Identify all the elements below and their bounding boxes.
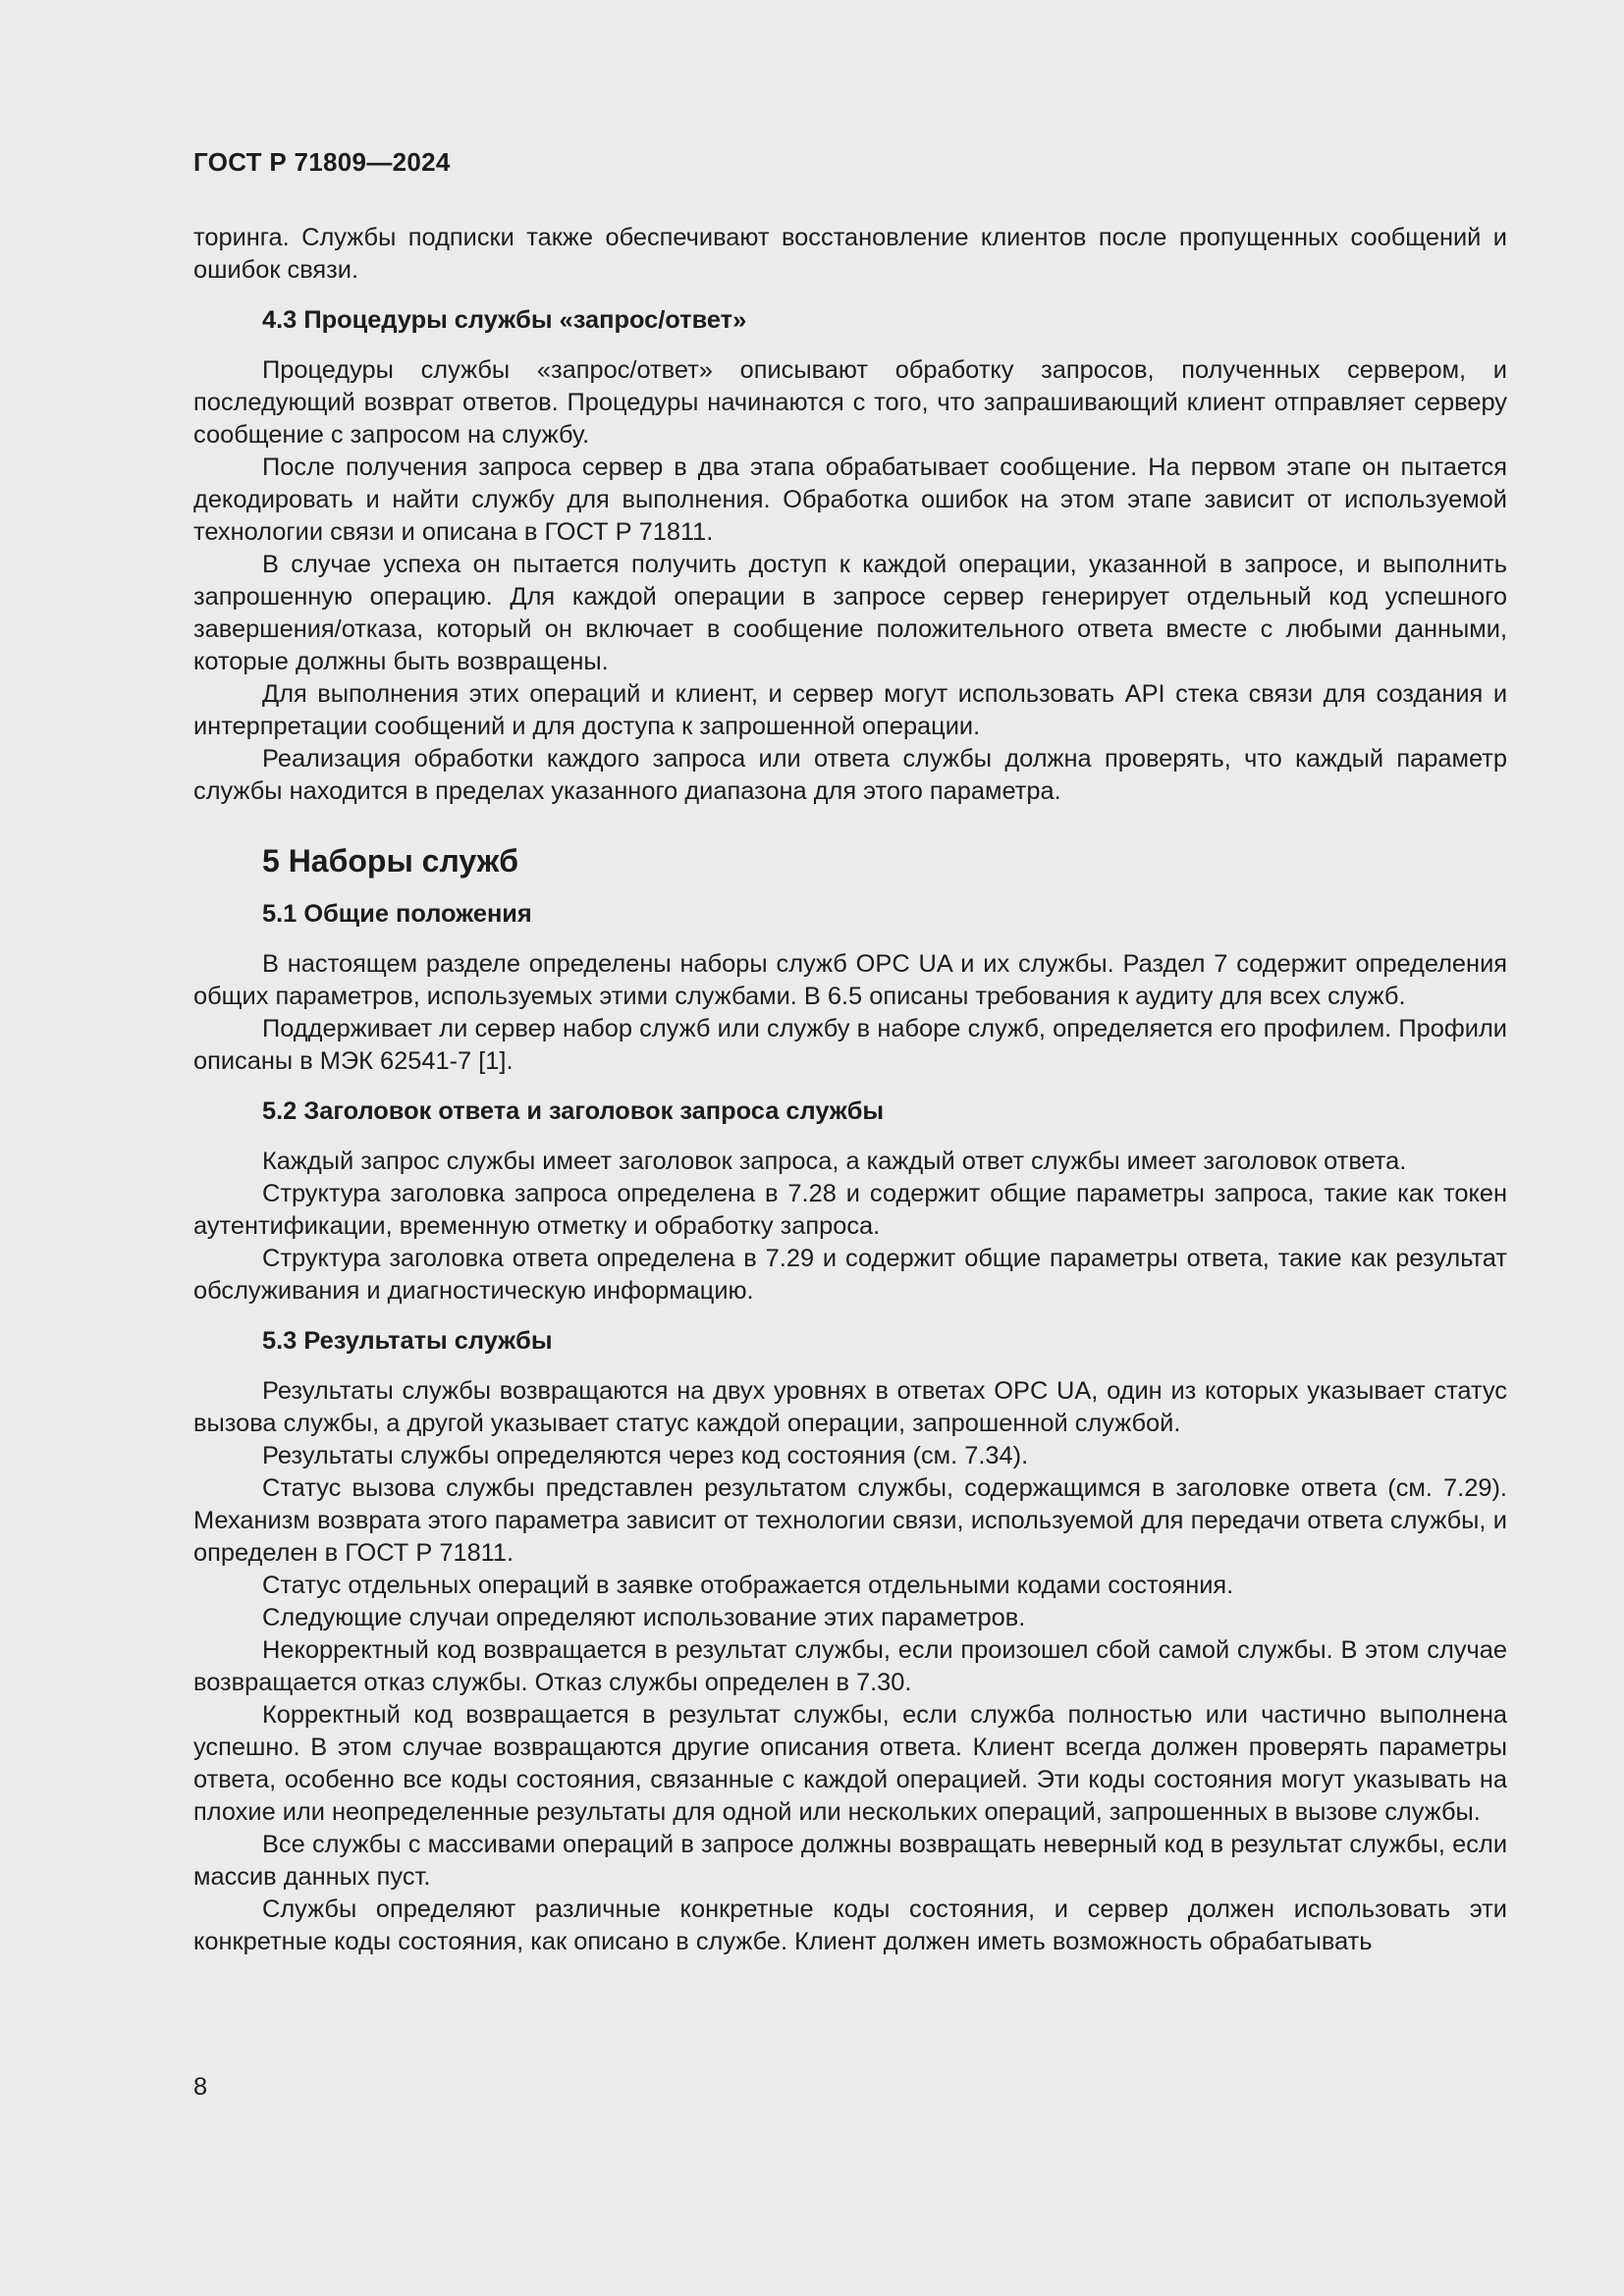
- document-header: ГОСТ Р 71809—2024: [193, 147, 451, 177]
- section-5-1-paragraph-1: В настоящем разделе определены наборы служб OPC UA и их службы. Раздел 7 содержит определения общих параметров, используемых этими службами. В 6.5 описаны требования к аудиту для всех служб.: [193, 950, 1507, 1010]
- section-5-2-paragraph-1: Каждый запрос службы имеет заголовок запроса, а каждый ответ службы имеет заголовок ответа.: [262, 1148, 1407, 1175]
- section-5-2-paragraph-3: Структура заголовка ответа определена в 7.29 и содержит общие параметры ответа, такие как результат обслуживания и диагностическую информацию.: [193, 1245, 1507, 1305]
- section-4-3-paragraph-4: Для выполнения этих операций и клиент, и сервер могут использовать API стека связи для создания и интерпретации сообщений и для доступа к запрошенной операции.: [193, 680, 1507, 740]
- section-5-2-paragraph-2: Структура заголовка запроса определена в 7.28 и содержит общие параметры запроса, такие как токен аутентификации, временную отметку и обработку запроса.: [193, 1180, 1507, 1240]
- section-5-2-heading: 5.2 Заголовок ответа и заголовок запроса службы: [262, 1097, 885, 1125]
- section-4-3-heading: 4.3 Процедуры службы «запрос/ответ»: [262, 306, 747, 334]
- section-5-1-heading: 5.1 Общие положения: [262, 900, 532, 928]
- section-5-3-paragraph-5: Следующие случаи определяют использование этих параметров.: [262, 1604, 1026, 1631]
- section-5-3-heading: 5.3 Результаты службы: [262, 1327, 553, 1355]
- section-5-3-paragraph-8: Все службы с массивами операций в запросе должны возвращать неверный код в результат службы, если массив данных пуст.: [193, 1831, 1507, 1891]
- intro-paragraph: торинга. Службы подписки также обеспечивают восстановление клиентов после пропущенных сообщений и ошибок связи.: [193, 224, 1507, 284]
- section-5-3-paragraph-4: Статус отдельных операций в заявке отображается отдельными кодами состояния.: [262, 1572, 1234, 1599]
- section-5-3-paragraph-3: Статус вызова службы представлен результатом службы, содержащимся в заголовке ответа (см. 7.29). Механизм возврата этого параметра зависит от технологии связи, используемой для передачи ответа службы, и определен в ГОСТ Р 71811.: [193, 1474, 1507, 1567]
- page-number: 8: [193, 2073, 208, 2101]
- section-5-3-paragraph-1: Результаты службы возвращаются на двух уровнях в ответах OPC UA, один из которых указывает статус вызова службы, а другой указывает статус каждой операции, запрошенной службой.: [193, 1377, 1507, 1437]
- section-4-3-paragraph-2: После получения запроса сервер в два этапа обрабатывает сообщение. На первом этапе он пытается декодировать и найти службу для выполнения. Обработка ошибок на этом этапе зависит от используемой технологии связи и описана в ГОСТ Р 71811.: [193, 454, 1507, 546]
- section-5-3-paragraph-2: Результаты службы определяются через код состояния (см. 7.34).: [262, 1442, 1029, 1469]
- section-4-3-paragraph-3: В случае успеха он пытается получить доступ к каждой операции, указанной в запросе, и выполнить запрошенную операцию. Для каждой операции в запросе сервер генерирует отдельный код успешного завершения/отказа, который он включает в сообщение положительного ответа вместе с любыми данными, которые должны быть возвращены.: [193, 551, 1507, 675]
- section-5-3-paragraph-6: Некорректный код возвращается в результат службы, если произошел сбой самой службы. В этом случае возвращается отказ службы. Отказ службы определен в 7.30.: [193, 1636, 1507, 1696]
- section-5-3-paragraph-7: Корректный код возвращается в результат службы, если служба полностью или частично выполнена успешно. В этом случае возвращаются другие описания ответа. Клиент всегда должен проверять параметры ответа, особенно все коды состояния, связанные с каждой операцией. Эти коды состояния могут указывать на плохие или неопределенные результаты для одной или нескольких операций, запрошенных в вызове службы.: [193, 1701, 1507, 1826]
- section-4-3-paragraph-5: Реализация обработки каждого запроса или ответа службы должна проверять, что каждый параметр службы находится в пределах указанного диапазона для этого параметра.: [193, 745, 1507, 805]
- section-5-heading: 5 Наборы служб: [262, 843, 519, 879]
- page-body: [193, 222, 1507, 1958]
- section-4-3-paragraph-1: Процедуры службы «запрос/ответ» описывают обработку запросов, полученных сервером, и последующий возврат ответов. Процедуры начинаются с того, что запрашивающий клиент отправляет серверу сообщение с запросом на службу.: [193, 356, 1507, 449]
- section-5-3-paragraph-9: Службы определяют различные конкретные коды состояния, и сервер должен использовать эти конкретные коды состояния, как описано в службе. Клиент должен иметь возможность обрабатывать: [193, 1896, 1507, 1955]
- section-5-1-paragraph-2: Поддерживает ли сервер набор служб или службу в наборе служб, определяется его профилем. Профили описаны в МЭК 62541-7 [1].: [193, 1015, 1507, 1075]
